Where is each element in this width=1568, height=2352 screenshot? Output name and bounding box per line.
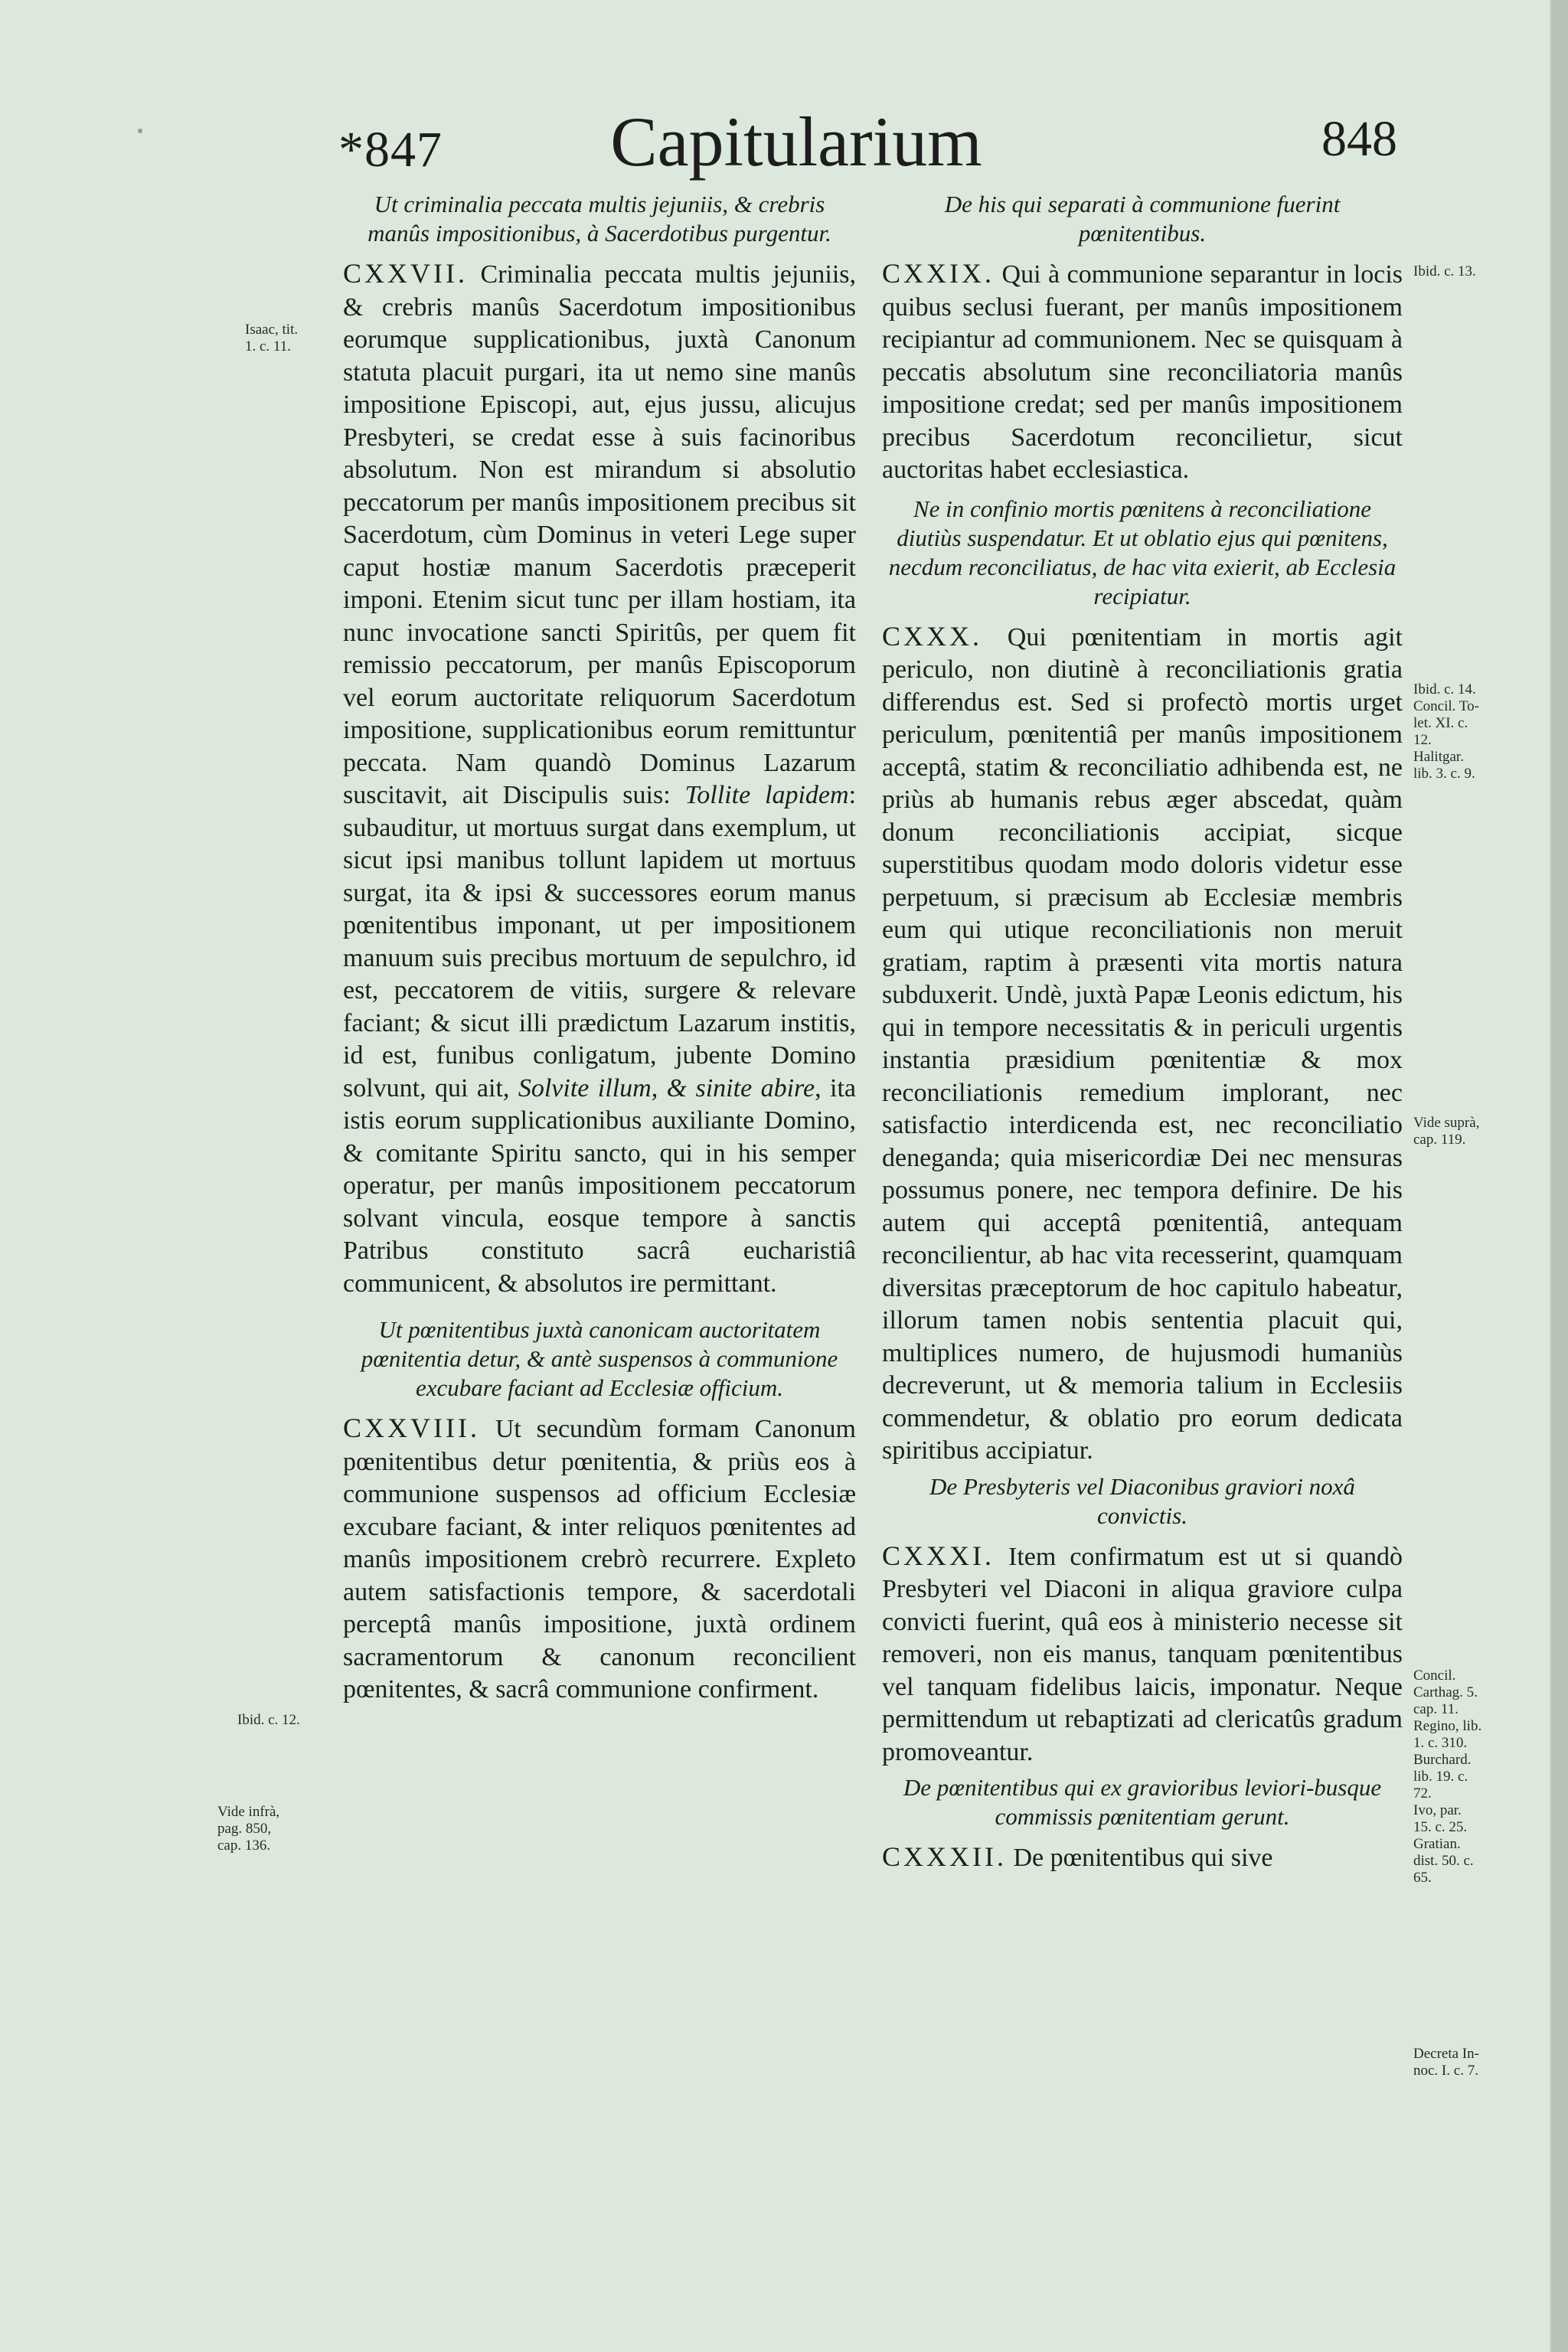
margin-line: cap. 11.: [1413, 1701, 1459, 1717]
left-column: [343, 190, 856, 1707]
paragraph-cxxxi: [882, 1540, 1403, 1769]
page-number-left: *847: [338, 122, 443, 178]
paragraph-text-b: : subauditur, ut mortuus surgat dans exemplum, ut sicut ipsi manibus tollunt lapidem ut mortuus surgat, ita & ipsi & successores eorum manus pœnitentibus imponant, ut per impositionem manuum suis precibus mortuum de sepulchro, id est, peccatorem de vitiis, surgere & relevare faciant; & sicut illi prædictum Lazarum institis, id est, funibus conligatum, jubente Domino solvunt, qui ait,: [343, 781, 857, 1102]
page-number-right: 848: [1321, 111, 1397, 167]
margin-line: 15. c. 25.: [1413, 1819, 1468, 1835]
paragraph-cxxvii: [343, 257, 856, 1300]
margin-line: cap. 119.: [1413, 1132, 1466, 1148]
heading-cxxxi: De Presbyteris vel Diaconibus graviori noxâ convictis.: [929, 1472, 1355, 1529]
margin-note-ibid-14: [1413, 681, 1479, 782]
paragraph-text: Criminalia peccata multis jejuniis, & crebris manûs Sacerdotum impositionibus eorumque supplicationibus, juxtà Canonum statuta placuit purgari, ita ut nemo sine manûs impositione Episcopi, aut, ejus jussu, alicujus Presbyteri, se credat esse à suis facinoribus absolutum. Non est mirandum si absolutio peccatorum per manûs impositionem precibus sit Sacerdotum, cùm Dominus in veteri Lege super caput hostiæ manum Sacerdotis præceperit imponi. Etenim sicut tunc per illam hostiam, ita nunc invocatione sancti Spiritûs, per quem fit remissio peccatorum, per manûs Episcoporum vel eorum auctoritate reliquorum Sacerdotum impositione, supplicationibus eorum remittuntur peccata. Nam quandò Dominus Lazarum suscitavit, ait Discipulis suis:: [343, 260, 857, 809]
margin-line: noc. I. c. 7.: [1413, 2063, 1478, 2079]
margin-note-ibid-13: [1413, 263, 1476, 280]
chapter-number: CXXXI.: [882, 1540, 995, 1571]
margin-note-vide-infra: [217, 1804, 279, 1854]
margin-line: dist. 50. c.: [1413, 1853, 1474, 1869]
margin-note-isaac: [245, 322, 298, 355]
margin-line: 1. c. 310.: [1413, 1735, 1468, 1751]
chapter-number: CXXVII.: [343, 258, 468, 289]
margin-line: pag. 850,: [217, 1821, 272, 1837]
heading-cxxxii: De pœnitentibus qui ex gravioribus leviori-busque commissis pœnitentiam gerunt.: [903, 1774, 1382, 1830]
heading-cxxviii: Ut pœnitentibus juxtà canonicam auctoritatem pœnitentia detur, & antè suspensos à communione excubare faciant ad Ecclesiæ officium.: [361, 1316, 838, 1401]
margin-line: Gratian.: [1413, 1836, 1461, 1852]
margin-line: Ibid. c. 13.: [1413, 263, 1476, 279]
margin-note-vide-supra: [1413, 1115, 1479, 1148]
margin-line: 72.: [1413, 1785, 1432, 1802]
margin-line: cap. 136.: [217, 1838, 271, 1854]
right-column: [882, 190, 1403, 1875]
paragraph-text: Qui à communione separantur in locis quibus seclusi fuerant, per manûs impositionem recipiantur ad communionem. Nec se quisquam à peccatis absolutum sine reconciliatoria manûs impositione credat; sed per manûs impositionem precibus Sacerdotum reconcilietur, sicut auctoritas habet ecclesiastica.: [882, 260, 1403, 484]
paragraph-cxxxii: [882, 1841, 1403, 1875]
margin-note-concil-carthag: [1413, 1668, 1481, 1886]
quote-tollite: Tollite lapidem: [684, 781, 849, 809]
page-header: [0, 103, 1531, 181]
margin-line: lib. 19. c.: [1413, 1769, 1468, 1785]
margin-line: Isaac, tit.: [245, 322, 299, 338]
margin-line: Regino, lib.: [1413, 1718, 1482, 1734]
margin-line: let. XI. c.: [1413, 715, 1468, 731]
paragraph-text: Qui pœnitentiam in mortis agit periculo, non diutinè à reconciliationis gratia differendus est. Sed si profectò mortis urget periculum, pœnitentiâ per manûs impositionem acceptâ, statim & reconciliatio adhibenda est, ne priùs ab humanis rebus æger abscedat, quàm donum reconciliationis accipiat, sicque superstitibus quodam modo doloris videtur esse perpetuum, si præcisum ab Ecclesiæ membris eum qui utique reconciliationis non meruit gratiam, raptim à præsenti vita mortis natura subduxerit. Undè, juxtà Papæ Leonis edictum, his qui in tempore necessitatis & in periculi urgentis instantia præsidium pœnitentiæ & mox reconciliationis remedium implorant, nec satisfactio interdicenda est, nec reconciliatio deneganda; quia misericordiæ Dei nec mensuras possumus ponere, nec tempora definire. De his autem qui acceptâ pœnitentiâ, antequam reconcilientur, ab hac vita recesserint, quamquam diversitas præceptorum de hoc capitulo habeatur, illorum tamen nobis sententia placuit qui, multiplices numero, de hujusmodi humaniùs decreverunt, ut & memoria talium in Ecclesiis commendetur, & oblatio pro eorum dedicata spiritibus accipiatur.: [882, 622, 1403, 1465]
chapter-number: CXXIX.: [882, 258, 995, 289]
margin-line: Ivo, par.: [1413, 1802, 1462, 1818]
margin-note-ibid-12: [237, 1712, 300, 1729]
margin-line: Ibid. c. 12.: [237, 1712, 300, 1728]
page-edge: [1550, 0, 1568, 2352]
chapter-number: CXXVIII.: [343, 1413, 480, 1443]
paragraph-text-c: , ita istis eorum supplicationibus auxiliante Domino, & comitante Spiritu sancto, qui in his semper operatur, per manûs impositionem peccatorum solvant vincula, eosque tempore à sanctis Patribus constituto sacrâ eucharistiâ communicent, & absolutos ire permittant.: [343, 1073, 857, 1298]
margin-line: Carthag. 5.: [1413, 1684, 1478, 1700]
margin-note-decreta: [1413, 2046, 1479, 2079]
paragraph-cxxix: [882, 257, 1403, 487]
margin-line: 1. c. 11.: [245, 338, 291, 354]
heading-cxxx: Ne in confinio mortis pœnitens à reconciliatione diutiùs suspendatur. Et ut oblatio ejus qui pœnitens, necdum reconciliatus, de hac vita exierit, ab Ecclesia recipiatur.: [888, 495, 1396, 609]
heading-cxxix: De his qui separati à communione fuerint pœnitentibus.: [944, 191, 1341, 247]
running-title: [0, 101, 1531, 182]
margin-line: Decreta In-: [1413, 2046, 1479, 2062]
paragraph-text: Ut secundùm formam Canonum pœnitentibus detur pœnitentia, & priùs eos à communione suspensos ad officium Ecclesiæ excubare faciant, & inter reliquos pœnitentes ad manûs impositionem crebrò recurrere. Expleto autem satisfactionis tempore, & sacerdotali perceptâ manûs impositione, juxtà ordinem sacramentorum & canonum reconcilient pœnitentes, & sacrâ communione confirment.: [343, 1415, 856, 1704]
chapter-number: CXXX.: [882, 620, 983, 652]
paragraph-cxxx: [882, 620, 1403, 1468]
margin-line: lib. 3. c. 9.: [1413, 766, 1475, 782]
paragraph-cxxviii: [343, 1412, 856, 1707]
margin-line: Vide infrà,: [217, 1804, 280, 1820]
margin-line: Halitgar.: [1413, 749, 1464, 765]
margin-line: Vide suprà,: [1413, 1115, 1480, 1131]
chapter-number: CXXXII.: [882, 1841, 1007, 1872]
heading-cxxvii: Ut criminalia peccata multis jejuniis, & crebris manûs impositionibus, à Sacerdotibus purgentur.: [368, 191, 831, 247]
margin-line: Concil.: [1413, 1668, 1456, 1684]
margin-line: Ibid. c. 14.: [1413, 681, 1476, 697]
margin-line: Burchard.: [1413, 1752, 1472, 1768]
paragraph-text: Item confirmatum est ut si quandò Presbyteri vel Diaconi in aliqua graviore culpa convicti fuerint, quâ eos à ministerio necesse sit removeri, non eis manus, tanquam pœnitentibus vel tanquam fidelibus laicis, imponatur. Neque permittendum ut rebaptizati ad clericatûs gradum promoveantur.: [882, 1542, 1403, 1766]
margin-line: 12.: [1413, 732, 1432, 748]
quote-solvite: Solvite illum, & sinite abire: [518, 1073, 815, 1102]
margin-line: Concil. To-: [1413, 698, 1479, 714]
paragraph-text: De pœnitentibus qui sive: [1013, 1844, 1273, 1872]
running-title-text: Capitularium: [610, 103, 982, 181]
margin-line: 65.: [1413, 1870, 1432, 1886]
